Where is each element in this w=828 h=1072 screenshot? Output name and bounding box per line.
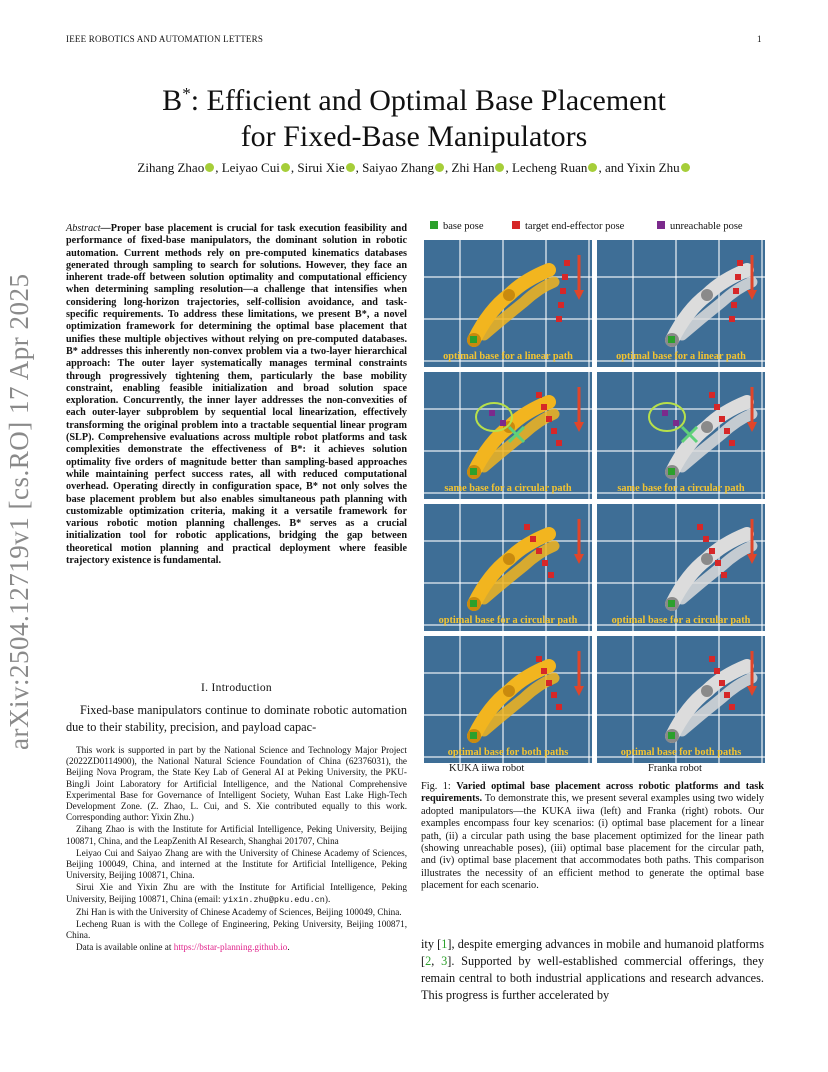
author-name: Lecheng Ruan (511, 160, 588, 175)
footnote-funding: This work is supported in part by the National Science and Technology Major Project (2022ZD0114900), the National Natural Science Foundation of China (62376031), the Beijing Nova Program, the State Key Lab of General AI at Peking University, the PKU-BingJi Joint Laboratory for Artificial Intelligence, and the National Comprehensive Experimental Base for Governance of Intelligent Society, Wuhan East Lake High-Tech Development Zone. (Z. Zhao, L. Cui, and S. Xie contributed equally to this work. Corresponding author: Yixin Zhu.) (66, 745, 407, 823)
col2-text: ], despite emerging advances in mobile and humanoid platforms [ (421, 937, 764, 968)
page-number: 1 (757, 34, 762, 44)
figure-caption (421, 781, 764, 893)
robot-render (597, 372, 765, 499)
panel-caption: optimal base for both paths (447, 747, 569, 758)
footnote-han: Zhi Han is with the University of Chinese Academy of Sciences, Beijing 100049, China. (76, 906, 402, 917)
col2-text: , (431, 954, 442, 968)
author-name: Leiyao Cui (221, 160, 280, 175)
robot-render (424, 636, 592, 763)
author-name: Zihang Zhao (137, 160, 205, 175)
col2-text: ]. Supported by well-established commercial offerings, they remain central to both industrial applications and research advances. This progress is further accelerated by (421, 954, 764, 1002)
figure-panel (597, 372, 765, 499)
legend-label: unreachable pose (670, 221, 743, 232)
intro-paragraph: Fixed-base manipulators continue to dominate robotic automation due to their stability, precision, and payload capac- (66, 703, 407, 734)
panel-caption: same base for a circular path (617, 483, 745, 494)
orcid-icon[interactable] (205, 163, 214, 172)
title-line1: : Efficient and Optimal Base Placement (190, 84, 666, 117)
col2-text: ity [ (421, 937, 442, 951)
footnote-zhao: Zihang Zhao is with the Institute for Artificial Intelligence, Peking University, Beijing 100871, China, and the LeapZenith AI Research, Shanghai 201707, China (66, 824, 407, 846)
author-separator: , and (598, 160, 627, 175)
footnote-xie-zhu-text: Sirui Xie and Yixin Zhu are with the Institute for Artificial Intelligence, Peking University, Beijing 100871, China (email: (66, 882, 407, 904)
figure-panel (424, 636, 592, 763)
legend-label: base pose (443, 221, 484, 232)
title-star: * (182, 84, 191, 103)
email-suffix: ). (324, 893, 331, 904)
legend-target-pose (512, 221, 624, 232)
author-name: Yixin Zhu (626, 160, 680, 175)
citation-link[interactable]: 3 (441, 954, 448, 968)
footnote-data (66, 942, 407, 953)
arxiv-stamp: arXiv:2504.12719v1 [cs.RO] 17 Apr 2025 (4, 273, 34, 750)
legend-unreachable-pose (657, 221, 743, 232)
panel-caption: optimal base for a circular path (611, 615, 751, 626)
author-separator: , (505, 160, 512, 175)
legend-label: target end-effector pose (525, 221, 625, 232)
figure-panel (597, 636, 765, 763)
footnote-xie-zhu (66, 882, 407, 905)
orcid-icon[interactable] (346, 163, 355, 172)
abstract-label: Abstract (66, 223, 101, 234)
section-heading: I. Introduction (201, 682, 272, 694)
robot-render (424, 240, 592, 367)
figure-panel (424, 240, 592, 367)
base-pose-swatch (430, 221, 438, 229)
author-separator: , (445, 160, 452, 175)
target-pose-swatch (512, 221, 520, 229)
robot-label-franka: Franka robot (648, 763, 702, 774)
robot-render (597, 504, 765, 631)
figure-caption-text: To demonstrate this, we present several examples using two widely adopted manipulators—the KUKA iiwa (left) and Franka (right) robots. Our examples encompass four key scenarios: (i) optimal base placement for a linear path, (ii) a circular path using the base placement optimized for the linear path (showing unreachable poses), (iii) optimal base placement for the circular path, and (iv) optimal base placement that accommodates both paths. This comparison illustrates the necessity of an efficient method to generate the optimal base placement for each scenario. (421, 793, 764, 892)
panel-caption: optimal base for a linear path (443, 351, 573, 362)
abstract-text: —Proper base placement is crucial for task execution feasibility and performance of fixed-base manipulators, the dominant solution in robotic automation. Current methods rely on pre-computed kinematics databases generated through sampling to search for solutions. However, they face an inherent trade-off between solution optimality and computational efficiency when determining sampling resolution—a challenge that intensifies when considering long-horizon trajectories, self-collision avoidance, and task-specific requirements. To address these limitations, we present B*, a novel optimization framework for determining the optimal base placement that unifies these multiple objectives without relying on pre-computed databases. B* addresses this inherently non-convex problem via a two-layer hierarchical approach: The outer layer systematically manages terminal constraints through progressively tightening them, particularly the base mobility constraint, enabling feasible initialization and broad solution space exploration. Concurrently, the inner layer addresses the non-convexities of each outer-layer subproblem by sequential local linearization, effectively transforming the original problem into a tractable sequential linear program (SLP). Comprehensive evaluations across multiple robot platforms and task complexities demonstrate the effectiveness of B*: it achieves solution optimality five orders of magnitude better than sampling-based approaches while maintaining perfect success rates, all with reduced computational overhead. Operating directly in configuration space, B* not only solves the base placement problem but also enables simultaneous path planning with customizable optimization criteria, making it a versatile framework for various robotic motion planning challenges. B* serves as a crucial initialization tool for robotic applications, bridging the gap between theoretical motion planning and practical deployment where feasible trajectory existence is fundamental. (66, 223, 407, 567)
running-head: IEEE ROBOTICS AND AUTOMATION LETTERS (66, 34, 264, 44)
figure-legend (424, 221, 764, 237)
footnote-cui-zhang: Leiyao Cui and Saiyao Zhang are with the University of Chinese Academy of Sciences, Beijing 100049, China, and interned at the Institute for Artificial Intelligence, Peking University, Beijing 100871, China. (66, 847, 407, 881)
citation-link[interactable]: 2 (425, 954, 432, 968)
figure-label: Fig. 1: (421, 781, 457, 792)
title-line2: for Fixed-Base Manipulators (240, 120, 588, 153)
panel-caption: optimal base for a circular path (438, 615, 578, 626)
legend-base-pose (430, 221, 484, 232)
figure-panel (424, 372, 592, 499)
email-link[interactable]: yixin.zhu@pku.edu.cn (222, 894, 325, 905)
robot-render (597, 636, 765, 763)
author-name: Sirui Xie (297, 160, 345, 175)
author-list (0, 160, 828, 176)
robot-label-kuka: KUKA iiwa robot (449, 763, 525, 774)
paper-title (0, 76, 828, 155)
intro-continuation (421, 936, 764, 1004)
robot-render (424, 504, 592, 631)
author-name: Zhi Han (451, 160, 495, 175)
footnote-ruan: Lecheng Ruan is with the College of Engineering, Peking University, Beijing 100871, China. (66, 919, 407, 941)
abstract (66, 223, 407, 567)
figure-panel (597, 240, 765, 367)
panel-caption: optimal base for a linear path (616, 351, 746, 362)
orcid-icon[interactable] (435, 163, 444, 172)
data-note-suffix: . (287, 942, 290, 953)
author-separator: , (215, 160, 222, 175)
orcid-icon[interactable] (495, 163, 504, 172)
orcid-icon[interactable] (681, 163, 690, 172)
author-separator: , (290, 160, 298, 175)
figure-panel (424, 504, 592, 631)
panel-caption: same base for a circular path (444, 483, 572, 494)
citation-link[interactable]: 1 (441, 937, 448, 951)
panel-caption: optimal base for both paths (620, 747, 742, 758)
author-separator: , (355, 160, 363, 175)
data-note: Data is available online at (76, 942, 174, 953)
author-name: Saiyao Zhang (362, 160, 435, 175)
robot-render (597, 240, 765, 367)
figure-panel (597, 504, 765, 631)
orcid-icon[interactable] (281, 163, 290, 172)
title-b: B (162, 84, 183, 117)
footnotes (66, 745, 407, 955)
unreachable-pose-swatch (657, 221, 665, 229)
figure-caption-bold: Varied optimal base placement across robotic platforms and task requirements. (421, 781, 765, 805)
orcid-icon[interactable] (588, 163, 597, 172)
robot-render (424, 372, 592, 499)
project-link[interactable]: https://bstar-planning.github.io (173, 942, 288, 953)
